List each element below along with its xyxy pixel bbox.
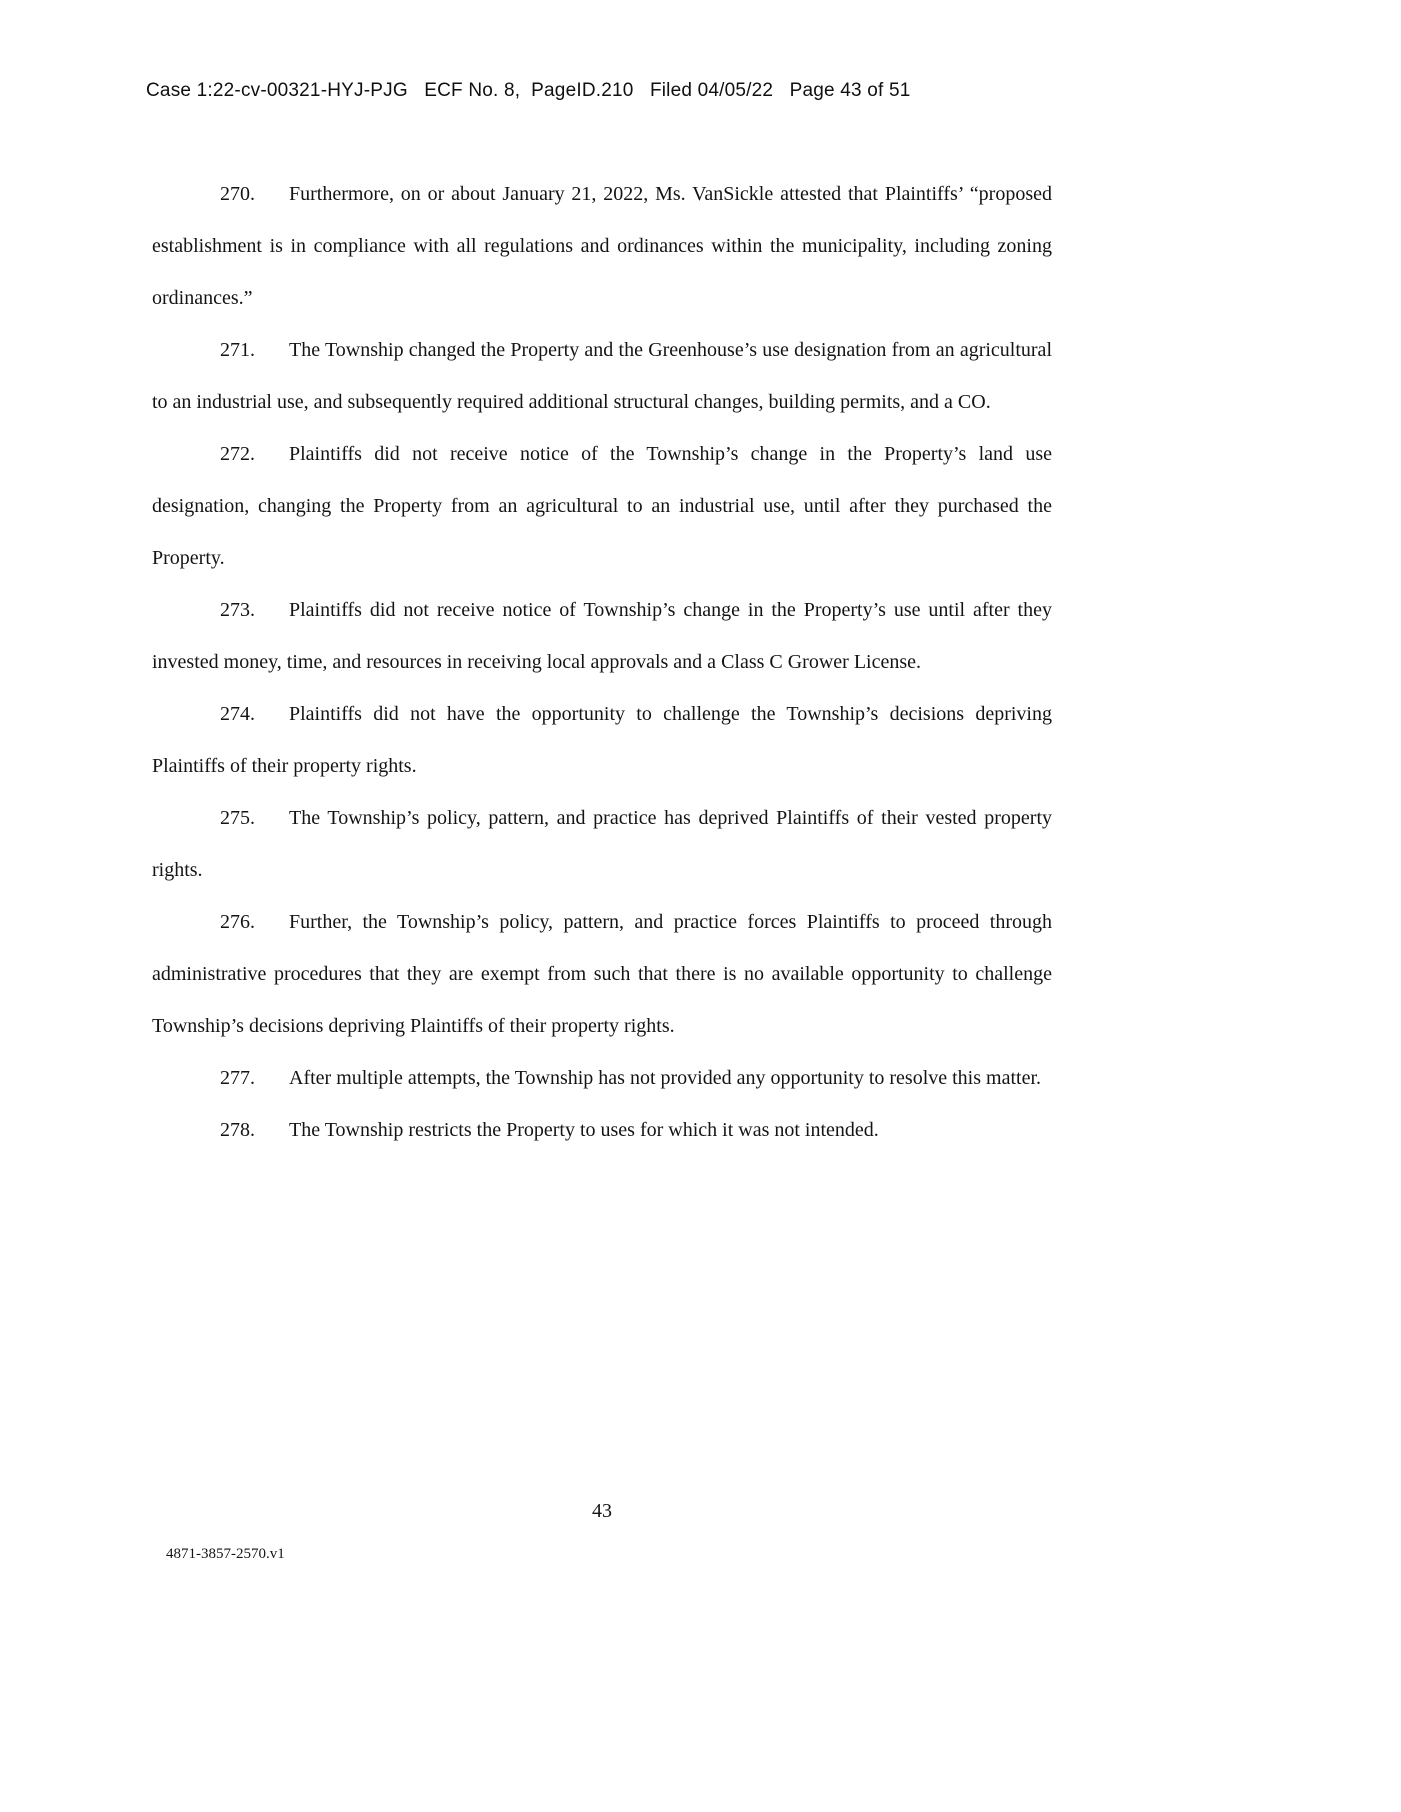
document-body bbox=[152, 168, 1052, 1156]
paragraph-text: The Township changed the Property and the Greenhouse’s use designation from an agricultural to an industrial use, and subsequently required additional structural changes, building permits, and a CO. bbox=[152, 339, 1052, 413]
paragraph-275 bbox=[152, 792, 1052, 896]
paragraph-text: Plaintiffs did not have the opportunity to challenge the Township’s decisions depriving Plaintiffs of their property rights. bbox=[152, 703, 1052, 777]
paragraph-276 bbox=[152, 896, 1052, 1052]
document-id-stamp: 4871-3857-2570.v1 bbox=[166, 1546, 285, 1562]
paragraph-278 bbox=[152, 1104, 1052, 1156]
paragraph-text: Plaintiffs did not receive notice of the Township’s change in the Property’s land use designation, changing the Property from an agricultural to an industrial use, until after they purchased the Property. bbox=[152, 443, 1052, 569]
paragraph-number: 270. bbox=[220, 183, 255, 205]
paragraph-274 bbox=[152, 688, 1052, 792]
paragraph-272 bbox=[152, 428, 1052, 584]
paragraph-number: 271. bbox=[220, 339, 255, 361]
paragraph-text: Plaintiffs did not receive notice of Township’s change in the Property’s use until after they invested money, time, and resources in receiving local approvals and a Class C Grower License. bbox=[152, 599, 1052, 673]
page-number: 43 bbox=[592, 1500, 612, 1522]
paragraph-text: After multiple attempts, the Township has not provided any opportunity to resolve this matter. bbox=[289, 1067, 1042, 1089]
paragraph-number: 274. bbox=[220, 703, 255, 725]
paragraph-277 bbox=[152, 1052, 1052, 1104]
paragraph-text: Furthermore, on or about January 21, 2022, Ms. VanSickle attested that Plaintiffs’ “proposed establishment is in compliance with all regulations and ordinances within the municipality, including zoning ordinances.” bbox=[152, 183, 1052, 309]
paragraph-text: The Township restricts the Property to uses for which it was not intended. bbox=[289, 1119, 879, 1141]
paragraph-number: 272. bbox=[220, 443, 255, 465]
paragraph-270 bbox=[152, 168, 1052, 324]
paragraph-text: Further, the Township’s policy, pattern, and practice forces Plaintiffs to proceed through administrative procedures that they are exempt from such that there is no available opportunity to challenge Township’s decisions depriving Plaintiffs of their property rights. bbox=[152, 911, 1052, 1037]
case-caption-header: Case 1:22-cv-00321-HYJ-PJG ECF No. 8, PageID.210 Filed 04/05/22 Page 43 of 51 bbox=[146, 80, 911, 101]
paragraph-number: 277. bbox=[220, 1067, 255, 1089]
paragraph-number: 275. bbox=[220, 807, 255, 829]
paragraph-number: 278. bbox=[220, 1119, 255, 1141]
paragraph-271 bbox=[152, 324, 1052, 428]
paragraph-number: 276. bbox=[220, 911, 255, 933]
paragraph-number: 273. bbox=[220, 599, 255, 621]
paragraph-text: The Township’s policy, pattern, and practice has deprived Plaintiffs of their vested property rights. bbox=[152, 807, 1052, 881]
paragraph-273 bbox=[152, 584, 1052, 688]
